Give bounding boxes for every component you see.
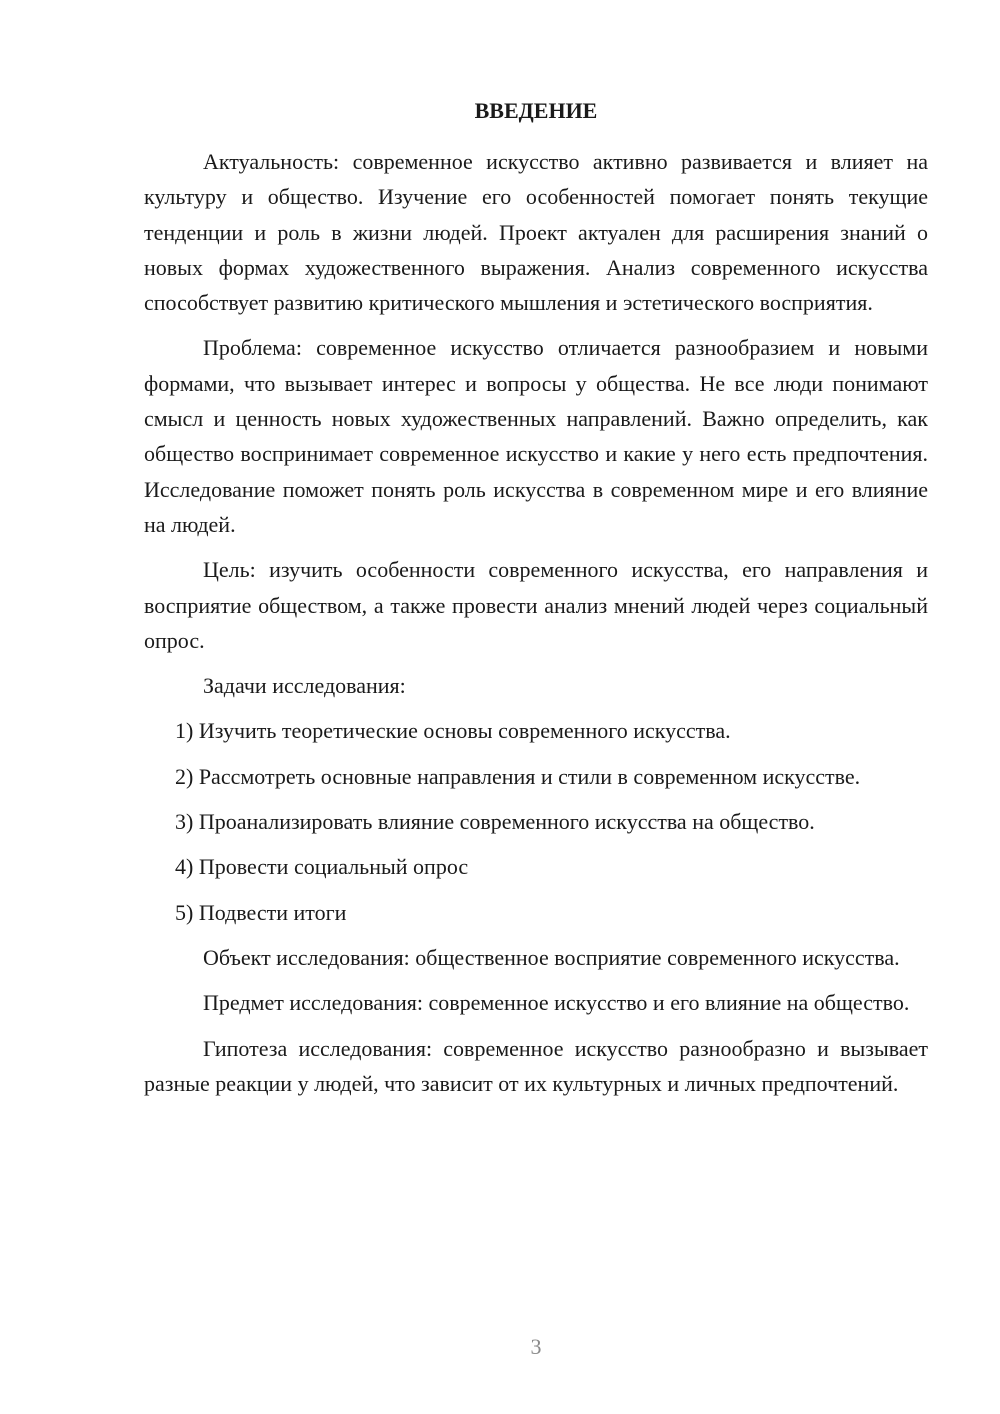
page-content: [144, 96, 928, 1111]
problem-paragraph: Проблема: современное искусство отличается разнообразием и новыми формами, что вызывает интерес и вопросы у общества. Не все люди понимают смысл и ценность новых художественных направлений. Важно определить, как общество воспринимает современное искусство и какие у него есть предпочтения. Исследование поможет понять роль искусства в современном мире и его влияние на людей.: [144, 335, 928, 537]
section-heading: ВВЕДЕНИЕ: [474, 98, 598, 123]
tasks-title: Задачи исследования:: [203, 673, 406, 699]
relevance-paragraph: Актуальность: современное искусство активно развивается и влияет на культуру и общество. Изучение его особенностей помогает понять текущие тенденции и роль в жизни людей. Проект актуален для расширения знаний о новых формах художественного выражения. Анализ современного искусства способствует развитию критического мышления и эстетического восприятия.: [144, 149, 928, 316]
task-item: 1) Изучить теоретические основы современного искусства.: [175, 718, 731, 744]
object-paragraph: Объект исследования: общественное восприятие современного искусства.: [203, 944, 900, 970]
page-number: 3: [530, 1334, 542, 1359]
task-item: 4) Провести социальный опрос: [175, 854, 469, 880]
task-item: 3) Проанализировать влияние современного искусства на общество.: [175, 809, 815, 835]
hypothesis-paragraph: Гипотеза исследования: современное искусство разнообразно и вызывает разные реакции у людей, что зависит от их культурных и личных предпочтений.: [144, 1035, 928, 1096]
subject-paragraph: Предмет исследования: современное искусство и его влияние на общество.: [203, 990, 910, 1016]
task-item: 2) Рассмотреть основные направления и стили в современном искусстве.: [175, 763, 861, 789]
goal-paragraph: Цель: изучить особенности современного искусства, его направления и восприятие обществом, а также провести анализ мнений людей через социальный опрос.: [144, 557, 928, 653]
task-item: 5) Подвести итоги: [175, 899, 347, 925]
